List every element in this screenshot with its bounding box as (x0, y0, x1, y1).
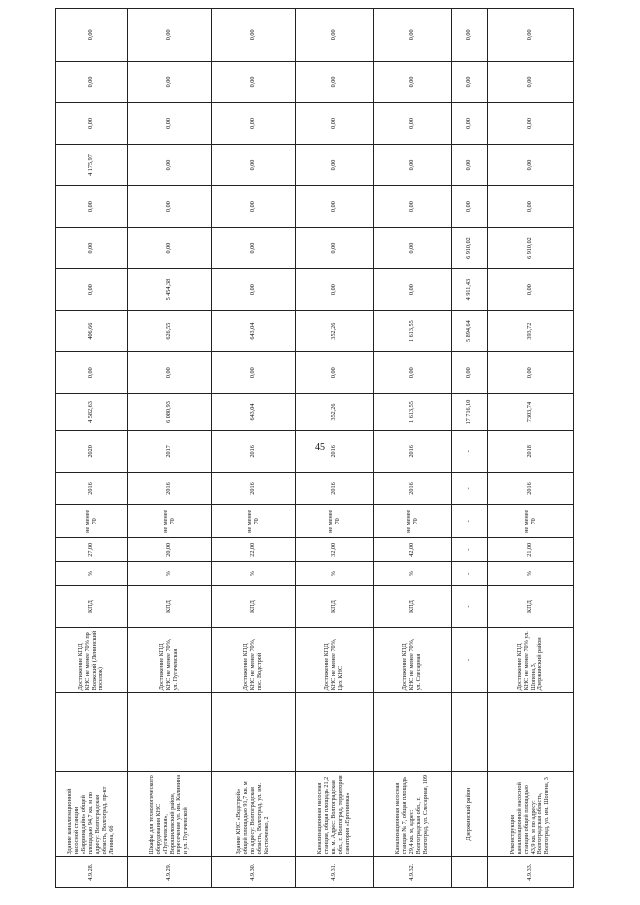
year-value-cell: 0,00 (212, 103, 296, 145)
object-description: Здание канализационной насосной станции «Барринадайн» общей площадью 94,7 кв. м по адресу: Волгоградская область, Волгоград, пр-кт Ленина, 6б (56, 772, 128, 857)
year-value-cell: 0,00 (452, 186, 488, 228)
row-number: 4.9.30. (212, 857, 296, 888)
goal-description: Достижение КПД КНС не менее 70% ул. Шопена,3, Дзержинский район (488, 627, 574, 693)
row-number (452, 857, 488, 888)
year-value-cell: 1 613,55 (374, 310, 452, 352)
object-description: Реконструкция канализационной насосной станции общей площадью 43,9 кв. м по адресу: Волгоградская область, Волгоград, ул. им. Шопена, 3 (488, 772, 574, 857)
year-value-cell: 0,00 (212, 144, 296, 186)
row-number: 4.9.33. (488, 857, 574, 888)
year-value-cell: 0,00 (452, 352, 488, 394)
object-description: Канализационная насосная станция, общая площадь 21,2 кв. м. Адрес: Волгоградская обл., г. Волгоград, территория санатория «Ергенинка» (296, 772, 374, 857)
year-value-cell: 0,00 (212, 9, 296, 62)
indicator-cell: КПД (296, 586, 374, 628)
year-value-cell: 0,00 (452, 144, 488, 186)
year-value-cell: 0,00 (374, 144, 452, 186)
end-year-cell: 2016 (212, 431, 296, 473)
row-number: 4.9.32. (374, 857, 452, 888)
year-value-cell: 0,00 (128, 352, 212, 394)
year-value-cell: 5 894,64 (452, 310, 488, 352)
base-value-cell: - (452, 538, 488, 562)
year-value-cell: 4 911,43 (452, 269, 488, 311)
year-value-cell: 0,00 (374, 269, 452, 311)
year-value-cell: 0,00 (488, 61, 574, 103)
page-number: 45 (315, 442, 325, 453)
base-value-cell: 21,00 (488, 538, 574, 562)
total-cost-cell: 4 582,63 (56, 393, 128, 430)
year-value-cell: 0,00 (56, 61, 128, 103)
row-number: 4.9.29. (128, 857, 212, 888)
base-value-cell: 32,00 (296, 538, 374, 562)
year-value-cell: 0,00 (56, 9, 128, 62)
table-row (296, 9, 374, 888)
row-number: 4.9.28. (56, 857, 128, 888)
target-value-cell: - (452, 505, 488, 538)
base-value-cell: 27,00 (56, 538, 128, 562)
year-value-cell: 0,00 (374, 227, 452, 269)
goal-description: - (452, 627, 488, 693)
year-value-cell: 0,00 (296, 352, 374, 394)
indicator-cell: КПД (56, 586, 128, 628)
year-value-cell: 0,00 (488, 352, 574, 394)
year-value-cell: 0,00 (488, 269, 574, 311)
empty-cell (452, 693, 488, 772)
unit-cell: - (452, 562, 488, 586)
year-value-cell: 0,00 (374, 9, 452, 62)
year-value-cell: 643,04 (212, 310, 296, 352)
target-value-cell: не менее 70 (128, 505, 212, 538)
year-value-cell: 0,00 (296, 144, 374, 186)
row-number: 4.9.31. (296, 857, 374, 888)
investment-table (55, 8, 574, 888)
indicator-cell: КПД (488, 586, 574, 628)
total-cost-cell: 352,26 (296, 393, 374, 430)
end-year-cell: 2020 (56, 431, 128, 473)
end-year-cell: 2017 (128, 431, 212, 473)
unit-cell: % (488, 562, 574, 586)
empty-cell (212, 693, 296, 772)
table-row (56, 9, 128, 888)
goal-description: Достижение КПД КНС не менее 70%, ул. Слесарная (374, 627, 452, 693)
start-year-cell: 2016 (488, 472, 574, 505)
goal-description: Достижение КПД КНС не менее 70%, ул. Пугачевская (128, 627, 212, 693)
year-value-cell: 0,00 (296, 103, 374, 145)
unit-cell: % (296, 562, 374, 586)
year-value-cell: 0,00 (296, 186, 374, 228)
year-value-cell: 0,00 (488, 144, 574, 186)
object-description: Здание КНС «Водстрой» общей площадью 91,7 кв. м по адресу: Волгоградская область, Волгоград, ул. им. Костюченко, 2 (212, 772, 296, 857)
year-value-cell: 0,00 (374, 103, 452, 145)
indicator-cell: КПД (128, 586, 212, 628)
end-year-cell: - (452, 431, 488, 473)
year-value-cell: 0,00 (488, 9, 574, 62)
empty-cell (296, 693, 374, 772)
start-year-cell: 2016 (212, 472, 296, 505)
year-value-cell: 0,00 (212, 186, 296, 228)
year-value-cell: 0,00 (212, 61, 296, 103)
empty-cell (488, 693, 574, 772)
target-value-cell: не менее 70 (56, 505, 128, 538)
start-year-cell: 2016 (56, 472, 128, 505)
start-year-cell: 2016 (374, 472, 452, 505)
year-value-cell: 4 175,97 (56, 144, 128, 186)
year-value-cell: 0,00 (296, 269, 374, 311)
empty-cell (374, 693, 452, 772)
target-value-cell: не менее 70 (488, 505, 574, 538)
end-year-cell: 2016 (374, 431, 452, 473)
year-value-cell: 0,00 (374, 61, 452, 103)
district-summary-row (452, 9, 488, 888)
unit-cell: % (128, 562, 212, 586)
indicator-cell: - (452, 586, 488, 628)
year-value-cell: 0,00 (56, 103, 128, 145)
year-value-cell: 626,55 (128, 310, 212, 352)
year-value-cell: 0,00 (452, 61, 488, 103)
indicator-cell: КПД (374, 586, 452, 628)
year-value-cell: 0,00 (128, 227, 212, 269)
base-value-cell: 42,00 (374, 538, 452, 562)
year-value-cell: 0,00 (374, 352, 452, 394)
year-value-cell: 0,00 (56, 269, 128, 311)
year-value-cell: 0,00 (212, 227, 296, 269)
year-value-cell: 0,00 (212, 352, 296, 394)
year-value-cell: 6 910,02 (488, 227, 574, 269)
start-year-cell: 2016 (128, 472, 212, 505)
indicator-cell: КПД (212, 586, 296, 628)
goal-description: Достижение КПД КНС не менее 70%, пос. Водстрой (212, 627, 296, 693)
year-value-cell: 0,00 (56, 352, 128, 394)
table-row (128, 9, 212, 888)
target-value-cell: не менее 70 (296, 505, 374, 538)
year-value-cell: 0,00 (128, 103, 212, 145)
year-value-cell: 0,00 (56, 227, 128, 269)
year-value-cell: 0,00 (374, 186, 452, 228)
unit-cell: % (212, 562, 296, 586)
rotated-table-wrapper (55, 8, 551, 888)
end-year-cell: 2016 (296, 431, 374, 473)
year-value-cell: 5 454,38 (128, 269, 212, 311)
total-cost-cell: 643,04 (212, 393, 296, 430)
base-value-cell: 20,00 (128, 538, 212, 562)
empty-cell (128, 693, 212, 772)
target-value-cell: не менее 70 (212, 505, 296, 538)
end-year-cell: 2018 (488, 431, 574, 473)
total-cost-cell: 1 613,55 (374, 393, 452, 430)
start-year-cell: 2016 (296, 472, 374, 505)
year-value-cell: 393,72 (488, 310, 574, 352)
object-description: Шкафы для технологического оборудования КНС «Пугачевская», Ворошиловский район, пересечение ул. им. Калинина и ул. Пугачевской (128, 772, 212, 857)
total-cost-cell: 7303,74 (488, 393, 574, 430)
base-value-cell: 22,00 (212, 538, 296, 562)
year-value-cell: 0,00 (488, 186, 574, 228)
year-value-cell: 0,00 (56, 186, 128, 228)
object-description: Канализационная насосная станция № 7, общая площадь 29,4 кв. м, адрес: Волгоградская обл., г. Волгоград, ул. Слесарная, 109 (374, 772, 452, 857)
year-value-cell: 0,00 (296, 9, 374, 62)
year-value-cell: 352,26 (296, 310, 374, 352)
total-cost-cell: 6 080,93 (128, 393, 212, 430)
unit-cell: % (374, 562, 452, 586)
unit-cell: % (56, 562, 128, 586)
year-value-cell: 0,00 (128, 9, 212, 62)
year-value-cell: 0,00 (452, 103, 488, 145)
year-value-cell: 0,00 (128, 144, 212, 186)
target-value-cell: не менее 70 (374, 505, 452, 538)
year-value-cell: 406,66 (56, 310, 128, 352)
empty-cell (56, 693, 128, 772)
year-value-cell: 0,00 (128, 61, 212, 103)
year-value-cell: 6 910,02 (452, 227, 488, 269)
goal-description: Достижение КПД КНС не менее 70%, Цех КНС (296, 627, 374, 693)
year-value-cell: 0,00 (296, 227, 374, 269)
year-value-cell: 0,00 (296, 61, 374, 103)
year-value-cell: 0,00 (128, 186, 212, 228)
total-cost-cell: 17 716,10 (452, 393, 488, 430)
table-row (212, 9, 296, 888)
district-name: Дзержинский район (452, 772, 488, 857)
table-row (488, 9, 574, 888)
year-value-cell: 0,00 (212, 269, 296, 311)
year-value-cell: 0,00 (452, 9, 488, 62)
start-year-cell: - (452, 472, 488, 505)
year-value-cell: 0,00 (488, 103, 574, 145)
goal-description: Достижение КПД КНС не менее 70% пр Волжский (Ленинский поселок) (56, 627, 128, 693)
table-row (374, 9, 452, 888)
